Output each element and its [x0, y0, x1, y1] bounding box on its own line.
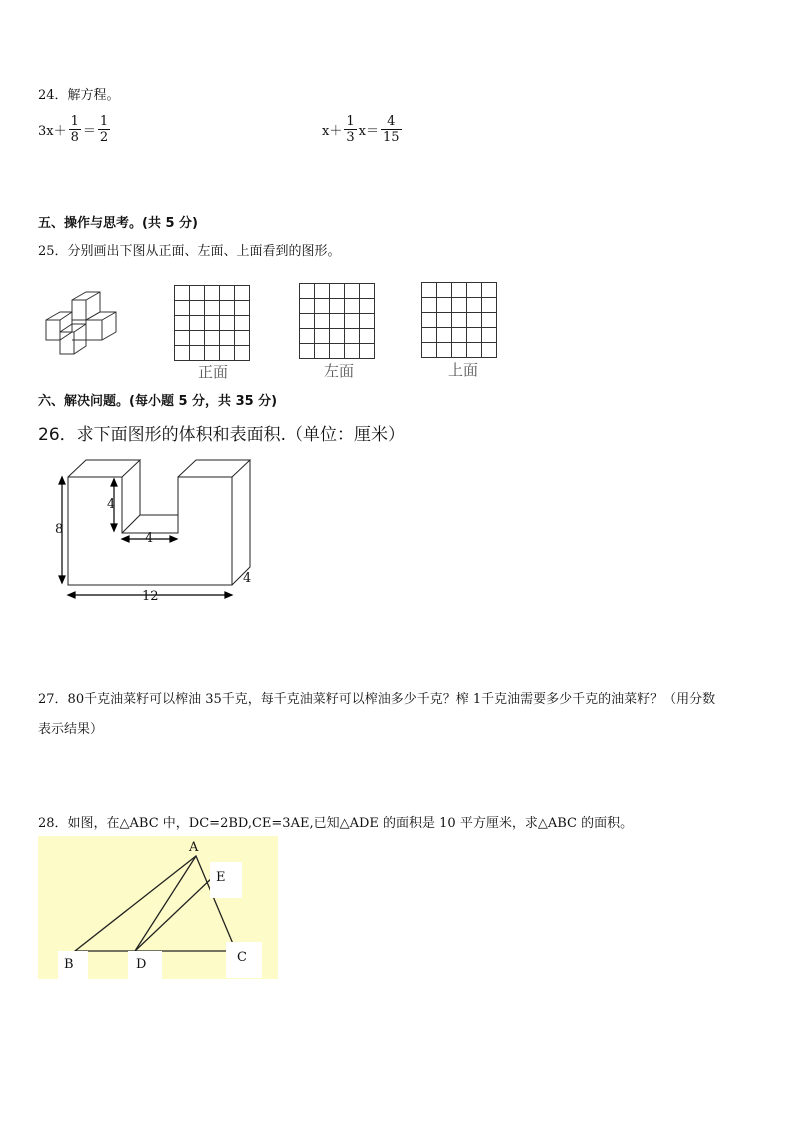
- eq2-mid: x＝: [358, 124, 379, 139]
- section6-heading: 六、解决问题。(每小题 5 分，共 35 分): [38, 394, 278, 409]
- dim-length: 12: [142, 589, 159, 604]
- eq1-fraction-2: [98, 114, 110, 145]
- label-left: 左面: [324, 362, 355, 380]
- eq1-f1-num: 1: [70, 114, 79, 129]
- q27-line2: 表示结果）: [38, 722, 104, 737]
- point-e: E: [216, 870, 226, 885]
- section5-heading: 五、操作与思考。(共 5 分): [38, 216, 198, 231]
- q26-title: 26．求下面图形的体积和表面积.（单位：厘米）: [38, 425, 406, 445]
- eq1-f2-num: 1: [99, 114, 109, 129]
- dim-notch-width: 4: [145, 531, 154, 546]
- eq2-f1-num: 1: [346, 114, 355, 129]
- equation-2: [322, 114, 404, 145]
- eq2-fraction-2: [381, 114, 402, 145]
- eq1-mid: ＝: [82, 124, 96, 139]
- point-a: A: [189, 840, 199, 855]
- q25-title: 25．分别画出下图从正面、左面、上面看到的图形。: [38, 244, 341, 259]
- eq2-f2-num: 4: [387, 114, 396, 129]
- q28-title: 28．如图，在△ABC 中，DC=2BD,CE=3AE,已知△ADE 的面积是 10 平方厘米，求△ABC 的面积。: [38, 816, 634, 831]
- label-top: 上面: [448, 361, 479, 379]
- eq1-f2-den: 2: [99, 130, 109, 145]
- eq1-pre: 3x＋: [38, 124, 67, 139]
- equation-1: [38, 114, 112, 145]
- eq2-f2-den: 15: [382, 130, 400, 145]
- eq1-f1-den: 8: [70, 130, 79, 145]
- eq2-f1-den: 3: [346, 130, 355, 145]
- point-d: D: [136, 957, 147, 972]
- point-c: C: [237, 950, 247, 965]
- grid-top-view: [421, 282, 497, 358]
- grid-left-view: [299, 283, 375, 359]
- label-front: 正面: [198, 363, 229, 381]
- cube-stack-figure: [40, 290, 125, 360]
- dim-depth: 4: [243, 571, 252, 586]
- point-b: B: [64, 957, 74, 972]
- u-shape-solid-figure: [50, 455, 270, 605]
- eq1-fraction-1: [69, 114, 81, 145]
- eq2-pre: x＋: [322, 124, 343, 139]
- eq2-fraction-1: [344, 114, 356, 145]
- dim-height: 8: [55, 522, 64, 537]
- q27-line1: 27．80千克油菜籽可以榨油 35千克，每千克油菜籽可以榨油多少千克？榨 1千克油需要多少千克的油菜籽？（用分数: [38, 692, 716, 707]
- dim-notch-depth: 4: [107, 497, 116, 512]
- grid-front-view: [174, 285, 250, 361]
- q24-title: 24．解方程。: [38, 88, 120, 103]
